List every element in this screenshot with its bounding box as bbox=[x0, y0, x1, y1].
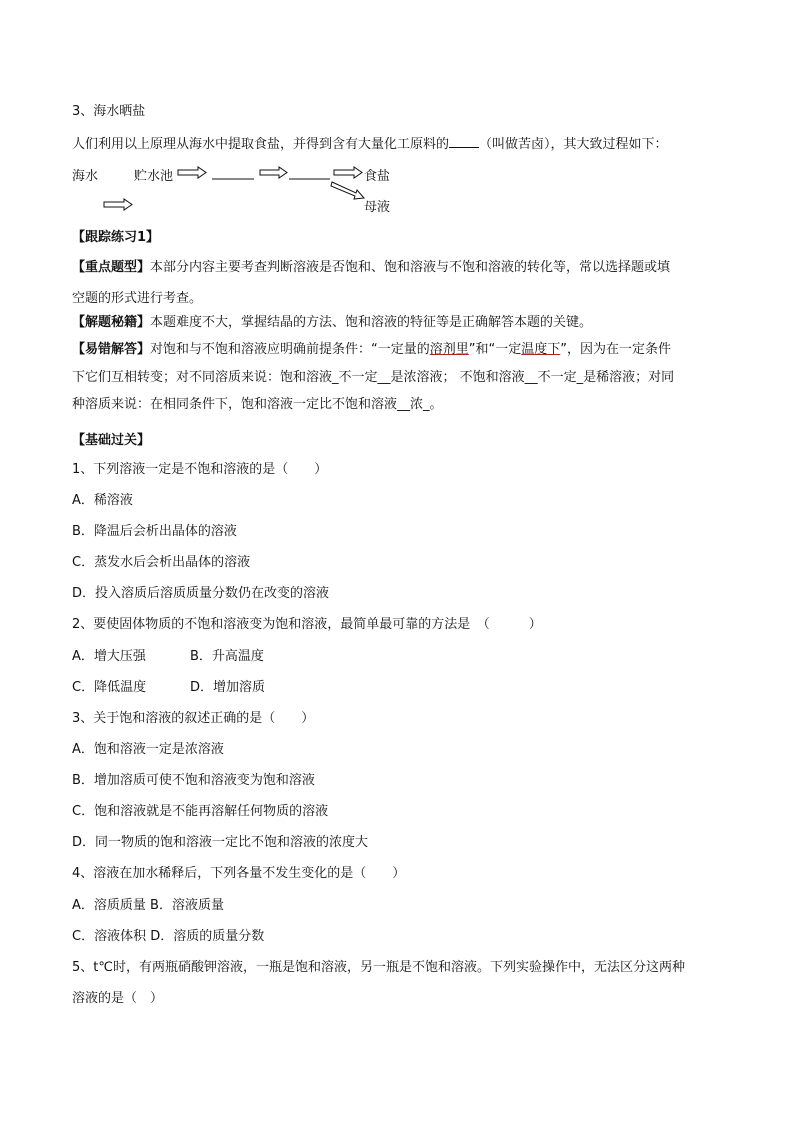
flow-reservoir: 贮水池 bbox=[134, 169, 174, 184]
question-option: B．增加溶质可使不饱和溶液变为饱和溶液 bbox=[72, 773, 315, 788]
key-type-line1 bbox=[72, 259, 670, 277]
mistakes-line1 bbox=[72, 341, 671, 359]
question-stem: 2、要使固体物质的不饱和溶液变为饱和溶液，最简单最可靠的方法是 （ ） bbox=[72, 617, 542, 632]
question-option: A．增大压强 bbox=[72, 649, 146, 664]
intro-text-a: 人们利用以上原理从海水中提取食盐，并得到含有大量化工原料的 bbox=[72, 137, 450, 152]
basics-title: 【基础过关】 bbox=[72, 433, 151, 448]
mistakes-label: 【易错解答】 bbox=[72, 342, 151, 357]
question-option: C．降低温度 bbox=[72, 680, 147, 695]
question-stem: 4、溶液在加水稀释后，下列各量不发生变化的是（ ） bbox=[72, 866, 406, 881]
underlined-temperature: 温度下 bbox=[521, 342, 561, 357]
tips-label: 【解题秘籍】 bbox=[72, 315, 151, 330]
question-option: B．升高温度 bbox=[190, 649, 264, 664]
hollow-arrow-icon bbox=[260, 167, 287, 178]
salt-process-flow bbox=[72, 162, 492, 215]
flow-arrows bbox=[72, 162, 492, 212]
question-stem: 3、关于饱和溶液的叙述正确的是（ ） bbox=[72, 711, 315, 726]
flow-salt: 食盐 bbox=[364, 169, 391, 184]
key-type-text1: 本部分内容主要考查判断溶液是否饱和、饱和溶液与不饱和溶液的转化等，常以选择题或填 bbox=[150, 260, 671, 275]
section-intro bbox=[72, 134, 668, 154]
hollow-arrow-icon bbox=[334, 167, 362, 178]
mistakes-line2: 下它们互相转变；对不同溶质来说：饱和溶液_不一定__是浓溶液； 不饱和溶液__不一定_是稀溶液；对同 bbox=[72, 370, 675, 385]
underlined-solvent: 溶剂里 bbox=[429, 342, 469, 357]
flow-seawater: 海水 bbox=[72, 169, 99, 184]
section-heading: 3、海水晒盐 bbox=[72, 104, 146, 119]
mistakes-text-3: ”，因为在一定条件 bbox=[560, 342, 672, 357]
question-stem-cont: 溶液的是（ ） bbox=[72, 991, 164, 1006]
mistakes-text-2: ”和“一定 bbox=[468, 342, 522, 357]
hollow-arrow-icon bbox=[178, 167, 206, 178]
hollow-arrow-icon bbox=[104, 199, 132, 210]
intro-text-b: （叫做苦卤），其大致过程如下： bbox=[479, 137, 668, 152]
blank-bittern bbox=[449, 134, 479, 148]
question-option: A．稀溶液 bbox=[72, 493, 133, 508]
practice-title: 【跟踪练习1】 bbox=[72, 230, 160, 245]
question-option: A．溶质质量 B．溶液质量 bbox=[72, 898, 224, 913]
question-option: C．饱和溶液就是不能再溶解任何物质的溶液 bbox=[72, 804, 329, 819]
question-option: B．降温后会析出晶体的溶液 bbox=[72, 524, 237, 539]
question-option: D．投入溶质后溶质质量分数仍在改变的溶液 bbox=[72, 586, 330, 601]
question-option: A．饱和溶液一定是浓溶液 bbox=[72, 742, 224, 757]
question-option: D．同一物质的饱和溶液一定比不饱和溶液的浓度大 bbox=[72, 835, 369, 850]
hollow-diagonal-arrow-icon bbox=[331, 182, 364, 199]
key-type-label: 【重点题型】 bbox=[72, 260, 151, 275]
mistakes-text-1: 对饱和与不饱和溶液应明确前提条件：“一定量的 bbox=[150, 342, 430, 357]
question-option: C．蒸发水后会析出晶体的溶液 bbox=[72, 555, 251, 570]
tips-line bbox=[72, 314, 592, 332]
flow-mother-liquor: 母液 bbox=[364, 200, 391, 215]
question-option: C．溶液体积 D．溶质的质量分数 bbox=[72, 929, 265, 944]
key-type-line2: 空题的形式进行考查。 bbox=[72, 291, 203, 306]
question-stem: 5、t℃时，有两瓶硝酸钾溶液，一瓶是饱和溶液，另一瓶是不饱和溶液。下列实验操作中，无法区分这两种 bbox=[72, 960, 685, 975]
tips-text: 本题难度不大，掌握结晶的方法、饱和溶液的特征等是正确解答本题的关键。 bbox=[150, 315, 593, 330]
question-stem: 1、下列溶液一定是不饱和溶液的是（ ） bbox=[72, 462, 328, 477]
mistakes-line3: 种溶质来说：在相同条件下，饱和溶液一定比不饱和溶液__浓_。 bbox=[72, 397, 443, 412]
question-option: D．增加溶质 bbox=[190, 680, 266, 695]
